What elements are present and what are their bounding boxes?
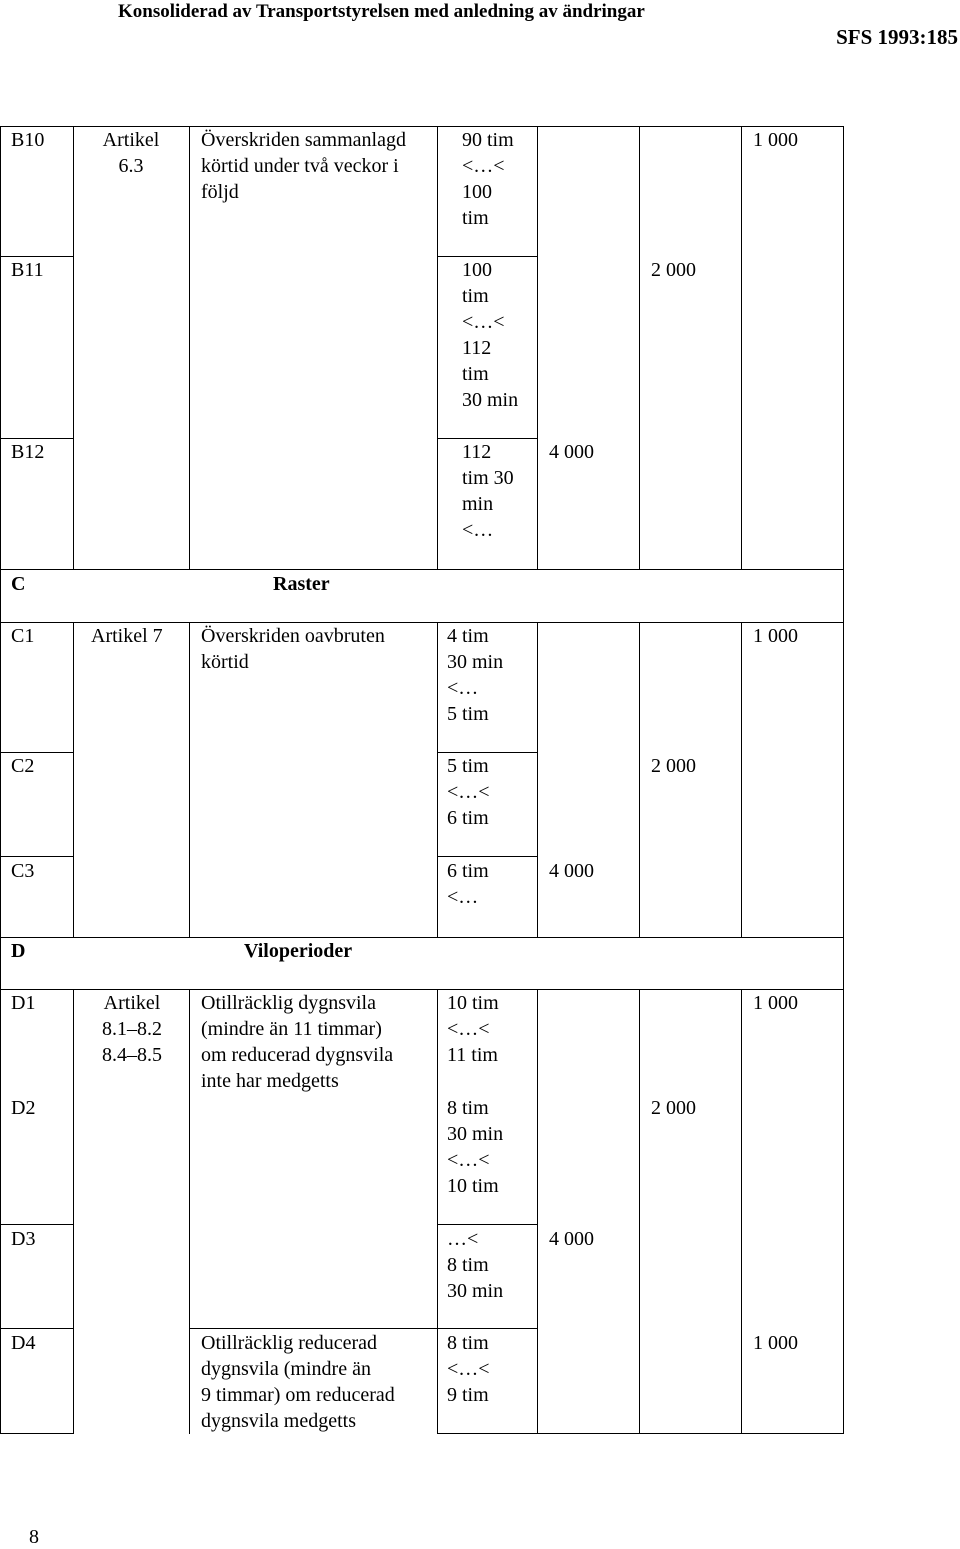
- range-d1: 10 tim <…< 11 tim: [447, 992, 499, 1066]
- table-rule: [0, 1224, 74, 1225]
- article-d1: Artikel 8.1–8.2 8.4–8.5: [102, 992, 162, 1066]
- row-code-d3: D3: [11, 1228, 36, 1250]
- table-rule: [73, 126, 74, 570]
- range-b12: 112 tim 30 min <…: [462, 441, 514, 541]
- amount-c3: 4 000: [549, 860, 594, 882]
- table-rule: [437, 126, 438, 570]
- article-b10: Artikel 6.3: [102, 129, 160, 177]
- table-rule: [0, 569, 844, 570]
- row-code-b11: B11: [11, 259, 44, 281]
- table-rule: [437, 989, 438, 1434]
- table-rule: [741, 622, 742, 938]
- table-rule: [537, 989, 538, 1434]
- description-c1: Överskriden oavbruten körtid: [201, 625, 385, 673]
- table-rule: [0, 1433, 74, 1434]
- amount-d4: 1 000: [753, 1332, 798, 1354]
- amount-c1: 1 000: [753, 625, 798, 647]
- page-number: 8: [29, 1526, 39, 1548]
- amount-c2: 2 000: [651, 755, 696, 777]
- range-b11: 100 tim <…< 112 tim 30 min: [462, 259, 519, 411]
- table-rule: [741, 989, 742, 1434]
- row-code-d2: D2: [11, 1097, 36, 1119]
- table-rule: [437, 1328, 538, 1329]
- table-rule: [189, 1328, 437, 1329]
- document-sfs-number: SFS 1993:185: [836, 25, 958, 49]
- table-rule: [73, 989, 74, 1434]
- description-d4: Otillräcklig reducerad dygnsvila (mindre än 9 timmar) om reducerad dygnsvila medgetts: [201, 1332, 395, 1432]
- range-c2: 5 tim <…< 6 tim: [447, 755, 490, 829]
- table-rule: [189, 989, 190, 1434]
- table-rule: [189, 622, 190, 938]
- section-title-raster: Raster: [273, 573, 330, 595]
- row-code-b10: B10: [11, 129, 45, 151]
- amount-d1: 1 000: [753, 992, 798, 1014]
- table-rule: [437, 856, 538, 857]
- table-rule: [437, 1433, 844, 1434]
- amount-b10: 1 000: [753, 129, 798, 151]
- table-rule: [639, 126, 640, 570]
- range-d3: …< 8 tim 30 min: [447, 1228, 504, 1302]
- section-title-viloperioder: Viloperioder: [244, 940, 353, 962]
- range-b10: 90 tim <…< 100 tim: [462, 129, 514, 229]
- table-rule: [639, 622, 640, 938]
- row-code-b12: B12: [11, 441, 45, 463]
- table-rule: [843, 126, 844, 1434]
- range-c3: 6 tim <…: [447, 860, 489, 908]
- row-code-d1: D1: [11, 992, 36, 1014]
- article-c1: Artikel 7: [91, 625, 163, 647]
- table-rule: [741, 126, 742, 570]
- table-rule: [639, 989, 640, 1434]
- amount-d2: 2 000: [651, 1097, 696, 1119]
- table-rule: [0, 937, 844, 938]
- table-rule: [189, 126, 190, 570]
- table-rule: [537, 126, 538, 570]
- range-c1: 4 tim 30 min <… 5 tim: [447, 625, 504, 725]
- table-rule: [73, 622, 74, 938]
- row-code-d4: D4: [11, 1332, 36, 1354]
- amount-b11: 2 000: [651, 259, 696, 281]
- row-code-c1: C1: [11, 625, 35, 647]
- range-d2: 8 tim 30 min <…< 10 tim: [447, 1097, 504, 1197]
- row-code-c2: C2: [11, 755, 35, 777]
- table-rule: [0, 856, 74, 857]
- table-rule: [0, 1328, 74, 1329]
- row-code-c3: C3: [11, 860, 35, 882]
- table-rule: [437, 622, 438, 938]
- description-d1: Otillräcklig dygnsvila (mindre än 11 timmar) om reducerad dygnsvila inte har medgetts: [201, 992, 394, 1092]
- table-rule: [437, 1224, 538, 1225]
- section-code-c: C: [11, 573, 26, 595]
- table-rule: [0, 126, 1, 1434]
- amount-b12: 4 000: [549, 441, 594, 463]
- description-b10: Överskriden sammanlagd körtid under två veckor i följd: [201, 129, 406, 203]
- amount-d3: 4 000: [549, 1228, 594, 1250]
- table-rule: [537, 622, 538, 938]
- section-code-d: D: [11, 940, 26, 962]
- range-d4: 8 tim <…< 9 tim: [447, 1332, 490, 1406]
- document-header-title: Konsoliderad av Transportstyrelsen med anledning av ändringar: [118, 1, 645, 22]
